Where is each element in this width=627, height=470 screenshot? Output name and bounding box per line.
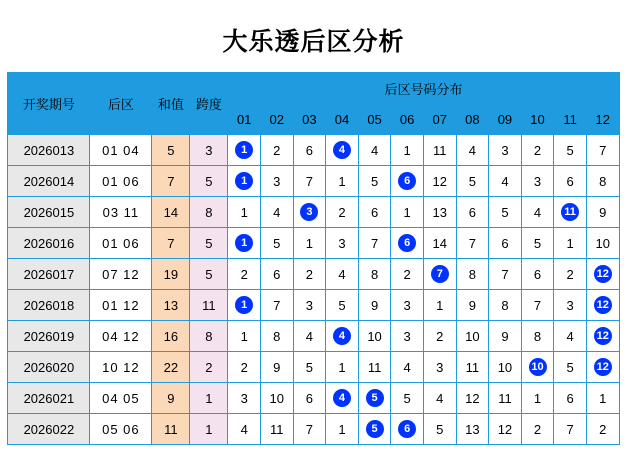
cell-number: 3 bbox=[489, 135, 522, 166]
cell-number: 2 bbox=[293, 259, 326, 290]
cell-number-hit bbox=[586, 352, 619, 383]
cell-number: 3 bbox=[260, 166, 293, 197]
cell-number: 8 bbox=[521, 321, 554, 352]
cell-number: 1 bbox=[423, 290, 456, 321]
cell-number-hit bbox=[228, 290, 261, 321]
cell-number-hit bbox=[293, 197, 326, 228]
table-body bbox=[8, 135, 619, 445]
cell-number: 2 bbox=[260, 135, 293, 166]
lottery-analysis-table bbox=[7, 72, 619, 445]
cell-number-hit bbox=[228, 166, 261, 197]
cell-number: 5 bbox=[554, 352, 587, 383]
cell-number: 5 bbox=[554, 135, 587, 166]
header-number-col: 02 bbox=[260, 104, 293, 135]
cell-number: 12 bbox=[489, 414, 522, 445]
cell-back-zone: 01 12 bbox=[90, 290, 152, 321]
hit-ball: 4 bbox=[333, 141, 351, 159]
cell-number: 4 bbox=[521, 197, 554, 228]
cell-issue: 2026013 bbox=[8, 135, 90, 166]
cell-number: 10 bbox=[586, 228, 619, 259]
cell-number: 5 bbox=[326, 290, 359, 321]
cell-number: 3 bbox=[293, 290, 326, 321]
cell-number: 1 bbox=[326, 414, 359, 445]
hit-ball: 11 bbox=[561, 203, 579, 221]
hit-ball: 1 bbox=[235, 172, 253, 190]
cell-number: 3 bbox=[228, 383, 261, 414]
cell-number: 5 bbox=[391, 383, 424, 414]
cell-span: 5 bbox=[190, 166, 228, 197]
hit-ball: 3 bbox=[300, 203, 318, 221]
cell-issue: 2026015 bbox=[8, 197, 90, 228]
cell-number: 1 bbox=[391, 197, 424, 228]
cell-number: 1 bbox=[391, 135, 424, 166]
header-number-col: 07 bbox=[423, 104, 456, 135]
cell-number: 2 bbox=[521, 414, 554, 445]
cell-number: 1 bbox=[326, 166, 359, 197]
cell-number: 14 bbox=[423, 228, 456, 259]
hit-ball: 6 bbox=[398, 420, 416, 438]
cell-number: 10 bbox=[358, 321, 391, 352]
cell-number: 11 bbox=[456, 352, 489, 383]
cell-number: 2 bbox=[521, 135, 554, 166]
cell-back-zone: 05 06 bbox=[90, 414, 152, 445]
table-row bbox=[8, 197, 619, 228]
cell-number: 2 bbox=[391, 259, 424, 290]
cell-sum: 13 bbox=[152, 290, 190, 321]
cell-number-hit bbox=[326, 321, 359, 352]
header-issue: 开奖期号 bbox=[8, 73, 90, 135]
table-header-row-1 bbox=[8, 73, 619, 104]
cell-number: 6 bbox=[521, 259, 554, 290]
hit-ball: 5 bbox=[366, 420, 384, 438]
cell-number: 4 bbox=[228, 414, 261, 445]
header-number-col: 04 bbox=[326, 104, 359, 135]
header-number-col: 12 bbox=[586, 104, 619, 135]
cell-number-hit bbox=[358, 414, 391, 445]
cell-number-hit bbox=[326, 135, 359, 166]
table-row bbox=[8, 259, 619, 290]
cell-number: 7 bbox=[456, 228, 489, 259]
header-number-col: 06 bbox=[391, 104, 424, 135]
hit-ball: 10 bbox=[529, 358, 547, 376]
cell-number: 3 bbox=[554, 290, 587, 321]
cell-number: 1 bbox=[521, 383, 554, 414]
cell-sum: 22 bbox=[152, 352, 190, 383]
cell-sum: 7 bbox=[152, 228, 190, 259]
hit-ball: 4 bbox=[333, 327, 351, 345]
table-row bbox=[8, 414, 619, 445]
cell-number: 7 bbox=[554, 414, 587, 445]
table-row bbox=[8, 290, 619, 321]
cell-number: 4 bbox=[358, 135, 391, 166]
cell-sum: 9 bbox=[152, 383, 190, 414]
cell-number: 13 bbox=[423, 197, 456, 228]
cell-sum: 5 bbox=[152, 135, 190, 166]
cell-number: 5 bbox=[358, 166, 391, 197]
cell-number: 1 bbox=[293, 228, 326, 259]
cell-number: 2 bbox=[423, 321, 456, 352]
hit-ball: 6 bbox=[398, 172, 416, 190]
hit-ball: 12 bbox=[594, 327, 612, 345]
cell-back-zone: 01 06 bbox=[90, 228, 152, 259]
cell-number-hit bbox=[423, 259, 456, 290]
hit-ball: 6 bbox=[398, 234, 416, 252]
cell-number-hit bbox=[228, 228, 261, 259]
cell-issue: 2026018 bbox=[8, 290, 90, 321]
cell-number: 3 bbox=[326, 228, 359, 259]
cell-number: 6 bbox=[554, 166, 587, 197]
cell-number: 7 bbox=[521, 290, 554, 321]
cell-number: 5 bbox=[489, 197, 522, 228]
cell-number: 5 bbox=[521, 228, 554, 259]
cell-number: 9 bbox=[489, 321, 522, 352]
cell-number: 1 bbox=[326, 352, 359, 383]
cell-number: 8 bbox=[456, 259, 489, 290]
cell-sum: 7 bbox=[152, 166, 190, 197]
cell-number: 4 bbox=[456, 135, 489, 166]
hit-ball: 12 bbox=[594, 265, 612, 283]
cell-number: 6 bbox=[489, 228, 522, 259]
cell-number: 2 bbox=[554, 259, 587, 290]
cell-number: 3 bbox=[423, 352, 456, 383]
header-number-col: 10 bbox=[521, 104, 554, 135]
cell-number: 4 bbox=[260, 197, 293, 228]
cell-number: 6 bbox=[358, 197, 391, 228]
cell-number: 5 bbox=[260, 228, 293, 259]
cell-number: 3 bbox=[391, 290, 424, 321]
cell-sum: 14 bbox=[152, 197, 190, 228]
cell-number: 4 bbox=[423, 383, 456, 414]
cell-number: 7 bbox=[293, 414, 326, 445]
header-number-col: 11 bbox=[554, 104, 587, 135]
cell-number-hit bbox=[326, 383, 359, 414]
cell-number: 8 bbox=[260, 321, 293, 352]
cell-number: 1 bbox=[228, 321, 261, 352]
header-distribution: 后区号码分布 bbox=[228, 73, 619, 104]
cell-number-hit bbox=[228, 135, 261, 166]
cell-number: 4 bbox=[489, 166, 522, 197]
cell-back-zone: 01 06 bbox=[90, 166, 152, 197]
cell-back-zone: 03 11 bbox=[90, 197, 152, 228]
header-back-zone: 后区 bbox=[90, 73, 152, 135]
hit-ball: 1 bbox=[235, 296, 253, 314]
cell-number: 11 bbox=[423, 135, 456, 166]
cell-number: 1 bbox=[554, 228, 587, 259]
cell-sum: 19 bbox=[152, 259, 190, 290]
cell-back-zone: 04 05 bbox=[90, 383, 152, 414]
cell-number: 6 bbox=[293, 383, 326, 414]
hit-ball: 12 bbox=[594, 358, 612, 376]
cell-number: 2 bbox=[228, 259, 261, 290]
table-row bbox=[8, 321, 619, 352]
cell-span: 8 bbox=[190, 197, 228, 228]
table-header bbox=[8, 73, 619, 135]
hit-ball: 12 bbox=[594, 296, 612, 314]
cell-back-zone: 01 04 bbox=[90, 135, 152, 166]
cell-number-hit bbox=[391, 414, 424, 445]
cell-issue: 2026014 bbox=[8, 166, 90, 197]
page-title: 大乐透后区分析 bbox=[222, 28, 405, 56]
cell-number: 8 bbox=[586, 166, 619, 197]
cell-issue: 2026016 bbox=[8, 228, 90, 259]
cell-number: 8 bbox=[358, 259, 391, 290]
cell-number: 1 bbox=[586, 383, 619, 414]
cell-number: 11 bbox=[260, 414, 293, 445]
cell-number: 12 bbox=[456, 383, 489, 414]
cell-number: 5 bbox=[456, 166, 489, 197]
cell-number: 2 bbox=[326, 197, 359, 228]
cell-number: 12 bbox=[423, 166, 456, 197]
table-row bbox=[8, 383, 619, 414]
cell-number: 6 bbox=[456, 197, 489, 228]
cell-span: 5 bbox=[190, 259, 228, 290]
cell-number: 7 bbox=[489, 259, 522, 290]
cell-number: 9 bbox=[260, 352, 293, 383]
header-number-col: 03 bbox=[293, 104, 326, 135]
cell-number: 7 bbox=[293, 166, 326, 197]
cell-number-hit bbox=[358, 383, 391, 414]
cell-issue: 2026017 bbox=[8, 259, 90, 290]
cell-number: 6 bbox=[554, 383, 587, 414]
table-row bbox=[8, 352, 619, 383]
cell-number: 7 bbox=[586, 135, 619, 166]
cell-number: 1 bbox=[228, 197, 261, 228]
cell-number: 9 bbox=[586, 197, 619, 228]
header-number-col: 05 bbox=[358, 104, 391, 135]
table-row bbox=[8, 135, 619, 166]
cell-number: 5 bbox=[293, 352, 326, 383]
cell-number: 4 bbox=[554, 321, 587, 352]
cell-number: 9 bbox=[456, 290, 489, 321]
cell-number: 13 bbox=[456, 414, 489, 445]
cell-number-hit bbox=[586, 290, 619, 321]
cell-number-hit bbox=[521, 352, 554, 383]
cell-number-hit bbox=[391, 228, 424, 259]
header-number-col: 09 bbox=[489, 104, 522, 135]
cell-span: 1 bbox=[190, 383, 228, 414]
hit-ball: 4 bbox=[333, 389, 351, 407]
cell-number: 6 bbox=[260, 259, 293, 290]
cell-number: 4 bbox=[326, 259, 359, 290]
cell-number: 4 bbox=[391, 352, 424, 383]
cell-sum: 16 bbox=[152, 321, 190, 352]
cell-issue: 2026019 bbox=[8, 321, 90, 352]
table-row bbox=[8, 228, 619, 259]
cell-issue: 2026022 bbox=[8, 414, 90, 445]
cell-sum: 11 bbox=[152, 414, 190, 445]
hit-ball: 5 bbox=[366, 389, 384, 407]
cell-span: 3 bbox=[190, 135, 228, 166]
header-span: 跨度 bbox=[190, 73, 228, 135]
cell-span: 1 bbox=[190, 414, 228, 445]
cell-number: 7 bbox=[358, 228, 391, 259]
cell-number-hit bbox=[391, 166, 424, 197]
cell-number: 7 bbox=[260, 290, 293, 321]
cell-number-hit bbox=[586, 259, 619, 290]
cell-number: 11 bbox=[358, 352, 391, 383]
table-row bbox=[8, 166, 619, 197]
hit-ball: 1 bbox=[235, 234, 253, 252]
cell-number: 2 bbox=[228, 352, 261, 383]
cell-number: 9 bbox=[358, 290, 391, 321]
cell-number: 4 bbox=[293, 321, 326, 352]
cell-span: 8 bbox=[190, 321, 228, 352]
cell-number-hit bbox=[586, 321, 619, 352]
cell-number: 3 bbox=[391, 321, 424, 352]
cell-back-zone: 07 12 bbox=[90, 259, 152, 290]
header-sum: 和值 bbox=[152, 73, 190, 135]
header-number-col: 01 bbox=[228, 104, 261, 135]
cell-number: 8 bbox=[489, 290, 522, 321]
cell-number: 6 bbox=[293, 135, 326, 166]
cell-back-zone: 04 12 bbox=[90, 321, 152, 352]
cell-span: 11 bbox=[190, 290, 228, 321]
cell-number: 2 bbox=[586, 414, 619, 445]
cell-number: 10 bbox=[260, 383, 293, 414]
header-number-col: 08 bbox=[456, 104, 489, 135]
hit-ball: 1 bbox=[235, 141, 253, 159]
cell-span: 5 bbox=[190, 228, 228, 259]
cell-number: 10 bbox=[456, 321, 489, 352]
hit-ball: 7 bbox=[431, 265, 449, 283]
cell-number: 5 bbox=[423, 414, 456, 445]
cell-number: 10 bbox=[489, 352, 522, 383]
cell-number: 3 bbox=[521, 166, 554, 197]
cell-back-zone: 10 12 bbox=[90, 352, 152, 383]
cell-span: 2 bbox=[190, 352, 228, 383]
cell-number-hit bbox=[554, 197, 587, 228]
cell-issue: 2026021 bbox=[8, 383, 90, 414]
cell-number: 11 bbox=[489, 383, 522, 414]
cell-issue: 2026020 bbox=[8, 352, 90, 383]
